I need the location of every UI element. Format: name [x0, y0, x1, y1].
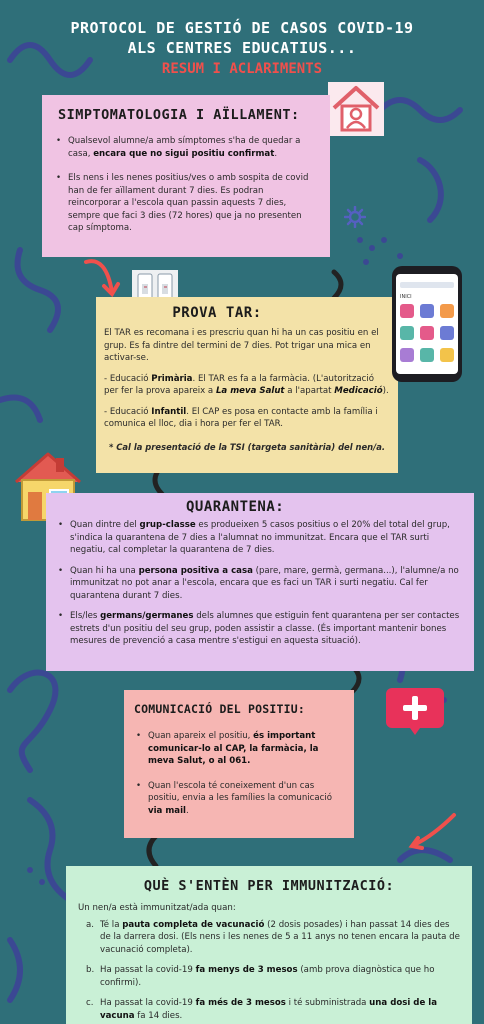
paragraph: - Educació Infantil. El CAP es posa en contacte amb la família i comunica el lloc, dia i hora per fer el TAR. — [104, 406, 378, 429]
header — [0, 18, 484, 78]
list-item: • Quan l'escola té coneixement d'un cas positiu, envia a les famílies la comunicació via mail. — [134, 780, 344, 818]
intro-text: Un nen/a està immunitzat/ada quan: — [78, 903, 236, 913]
title-line-1: PROTOCOL DE GESTIÓ DE CASOS COVID-19 — [70, 19, 414, 37]
subtitle: RESUM I ACLARIMENTS — [161, 61, 323, 77]
house-shield-icon — [328, 82, 384, 136]
list-item: • Quan dintre del grup-classe es produeixen 5 casos positius o el 20% del total del grup, s'indica la quarantena de 7 dies a l'alumnat no immunitzat. Encara que el TAR surti negatiu, cal completar la quarantena de 7 dies. — [56, 519, 464, 557]
list-item: • Els nens i les nenes positius/ves o amb sospita de covid han de fer aïllament durant 7 dies. Es podran reincorporar a l'escola quan passin aquests 7 dies, sempre que faci 3 dies (72 hores) que ja no presenten cap símptoma. — [54, 172, 318, 235]
list-item: c. Ha passat la covid-19 fa més de 3 mesos i té subministrada una dosi de la vacuna fa 14 dies. — [86, 998, 438, 1021]
gear-icon — [344, 206, 366, 228]
title-line-2: ALS CENTRES EDUCATIUS... — [127, 39, 357, 57]
list-item: • Qualsevol alumne/a amb símptomes s'ha de quedar a casa, encara que no sigui positiu confirmat. — [54, 135, 318, 160]
section-title: SIMPTOMATOLOGIA I AÏLLAMENT: — [58, 107, 300, 123]
card-quarantena — [46, 493, 474, 671]
list-item: • Quan hi ha una persona positiva a casa (pare, mare, germà, germana...), l'alumne/a no immunitzat no pot anar a l'escola, encara que es faci un TAR i surti negatiu. Cal fer quarantena durant 7 dies. — [56, 565, 464, 603]
list-item: a. Té la pauta completa de vacunació (2 dosis posades) i han passat 14 dies des de la darrera dosi. (Els nens i les nenes de 5 a 11 anys no tenen encara la pauta de vacunació completa). — [86, 919, 460, 955]
list-item: • Quan apareix el positiu, és important comunicar-lo al CAP, la farmàcia, la meva Salut, o al 061. — [134, 730, 344, 768]
section-title: PROVA TAR: — [172, 305, 262, 321]
card-immunitzacio — [66, 866, 472, 1024]
card-prova-tar — [96, 297, 398, 473]
plus-badge-icon — [384, 686, 446, 736]
paragraph: El TAR es recomana i es prescriu quan hi ha un cas positiu en el grup. Es fa dintre del termini de 7 dies. Pot trigar una mica en activar-se. — [104, 328, 379, 363]
note: * Cal la presentació de la TSI (targeta sanitària) del nen/a. — [108, 441, 386, 452]
card-simptomatologia — [42, 95, 330, 257]
phone-app-title: INICI — [400, 294, 412, 300]
phone-app-icon — [390, 264, 464, 384]
section-title: QUARANTENA: — [186, 499, 285, 515]
section-title: COMUNICACIÓ DEL POSITIU: — [134, 702, 305, 716]
list-item: • Els/les germans/germanes dels alumnes que estiguin fent quarantena per ser contactes estrets d'un positiu del seu grup, poden assistir a classe. (És important mantenir bones mesures de prevenció a casa mentre s'estigui en aquesta situació). — [56, 610, 464, 648]
section-title: QUÈ S'ENTÈN PER IMMUNITZACIÓ: — [143, 878, 395, 894]
paragraph: - Educació Primària. El TAR es fa a la farmàcia. (L'autorització per fer la prova apareix a La meva Salut a l'apartat Medicació). — [104, 373, 389, 396]
list-item: b. Ha passat la covid-19 fa menys de 3 mesos (amb prova diagnòstica que ho confirmi). — [86, 965, 435, 988]
card-comunicacio — [124, 690, 354, 838]
